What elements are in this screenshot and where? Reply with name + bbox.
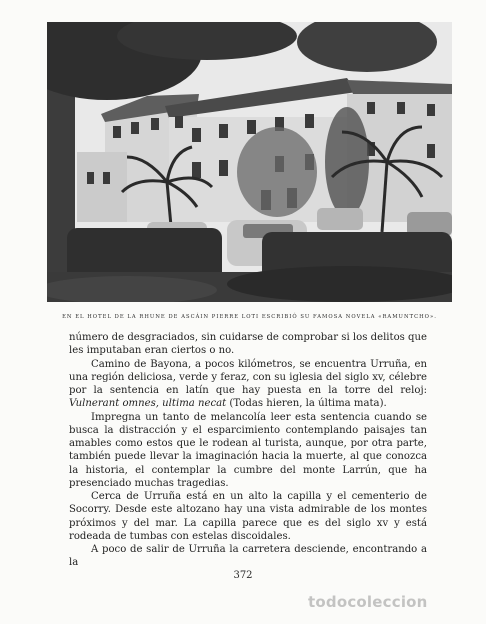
paragraph-2-text-a: Camino de Bayona, a pocos kilómetros, se encuentra Urruña, en una región deliciosa, verde y feraz, con su iglesia del siglo xv, célebre por la sentencia en latín que hay puesta en la torre del reloj:	[69, 358, 427, 396]
body-text	[69, 331, 427, 570]
page-number: 372	[233, 570, 253, 581]
hotel-photograph	[47, 22, 452, 302]
paragraph-2	[69, 358, 427, 411]
watermark: todocoleccion	[308, 593, 428, 611]
paragraph-1: número de desgraciados, sin cuidarse de comprobar si los delitos que les imputaban eran ciertos o no.	[69, 332, 427, 357]
paragraph-2-text-b: (Todas hieren, la última mata).	[226, 398, 387, 410]
paragraph-4: Cerca de Urruña está en un alto la capilla y el cementerio de Socorry. Desde este altozano hay una vista admirable de los montes próximos y del mar. La capilla parece que es del siglo xv y está rodeada de tumbas con estelas discoidales.	[69, 491, 427, 542]
photo-caption: EN EL HOTEL DE LA RHUNE DE ASCÁIN PIERRE LOTI ESCRIBIÓ SU FAMOSA NOVELA «RAMUNTCHO».	[62, 314, 437, 320]
paragraph-5: A poco de salir de Urruña la carretera desciende, encontrando a la	[69, 544, 427, 569]
paragraph-3: Impregna un tanto de melancolía leer esta sentencia cuando se busca la distracción y el esparcimiento contemplando paisajes tan amables como estos que le rodean al turista, aunque, por otra parte, también puede llevar la imaginación hacia la muerte, al que conozca la historia, el contemplar la cumbre del monte Larrún, que ha presenciado muchas tragedias.	[69, 411, 427, 489]
latin-sentence: Vulnerant omnes, ultima necat	[69, 398, 227, 410]
